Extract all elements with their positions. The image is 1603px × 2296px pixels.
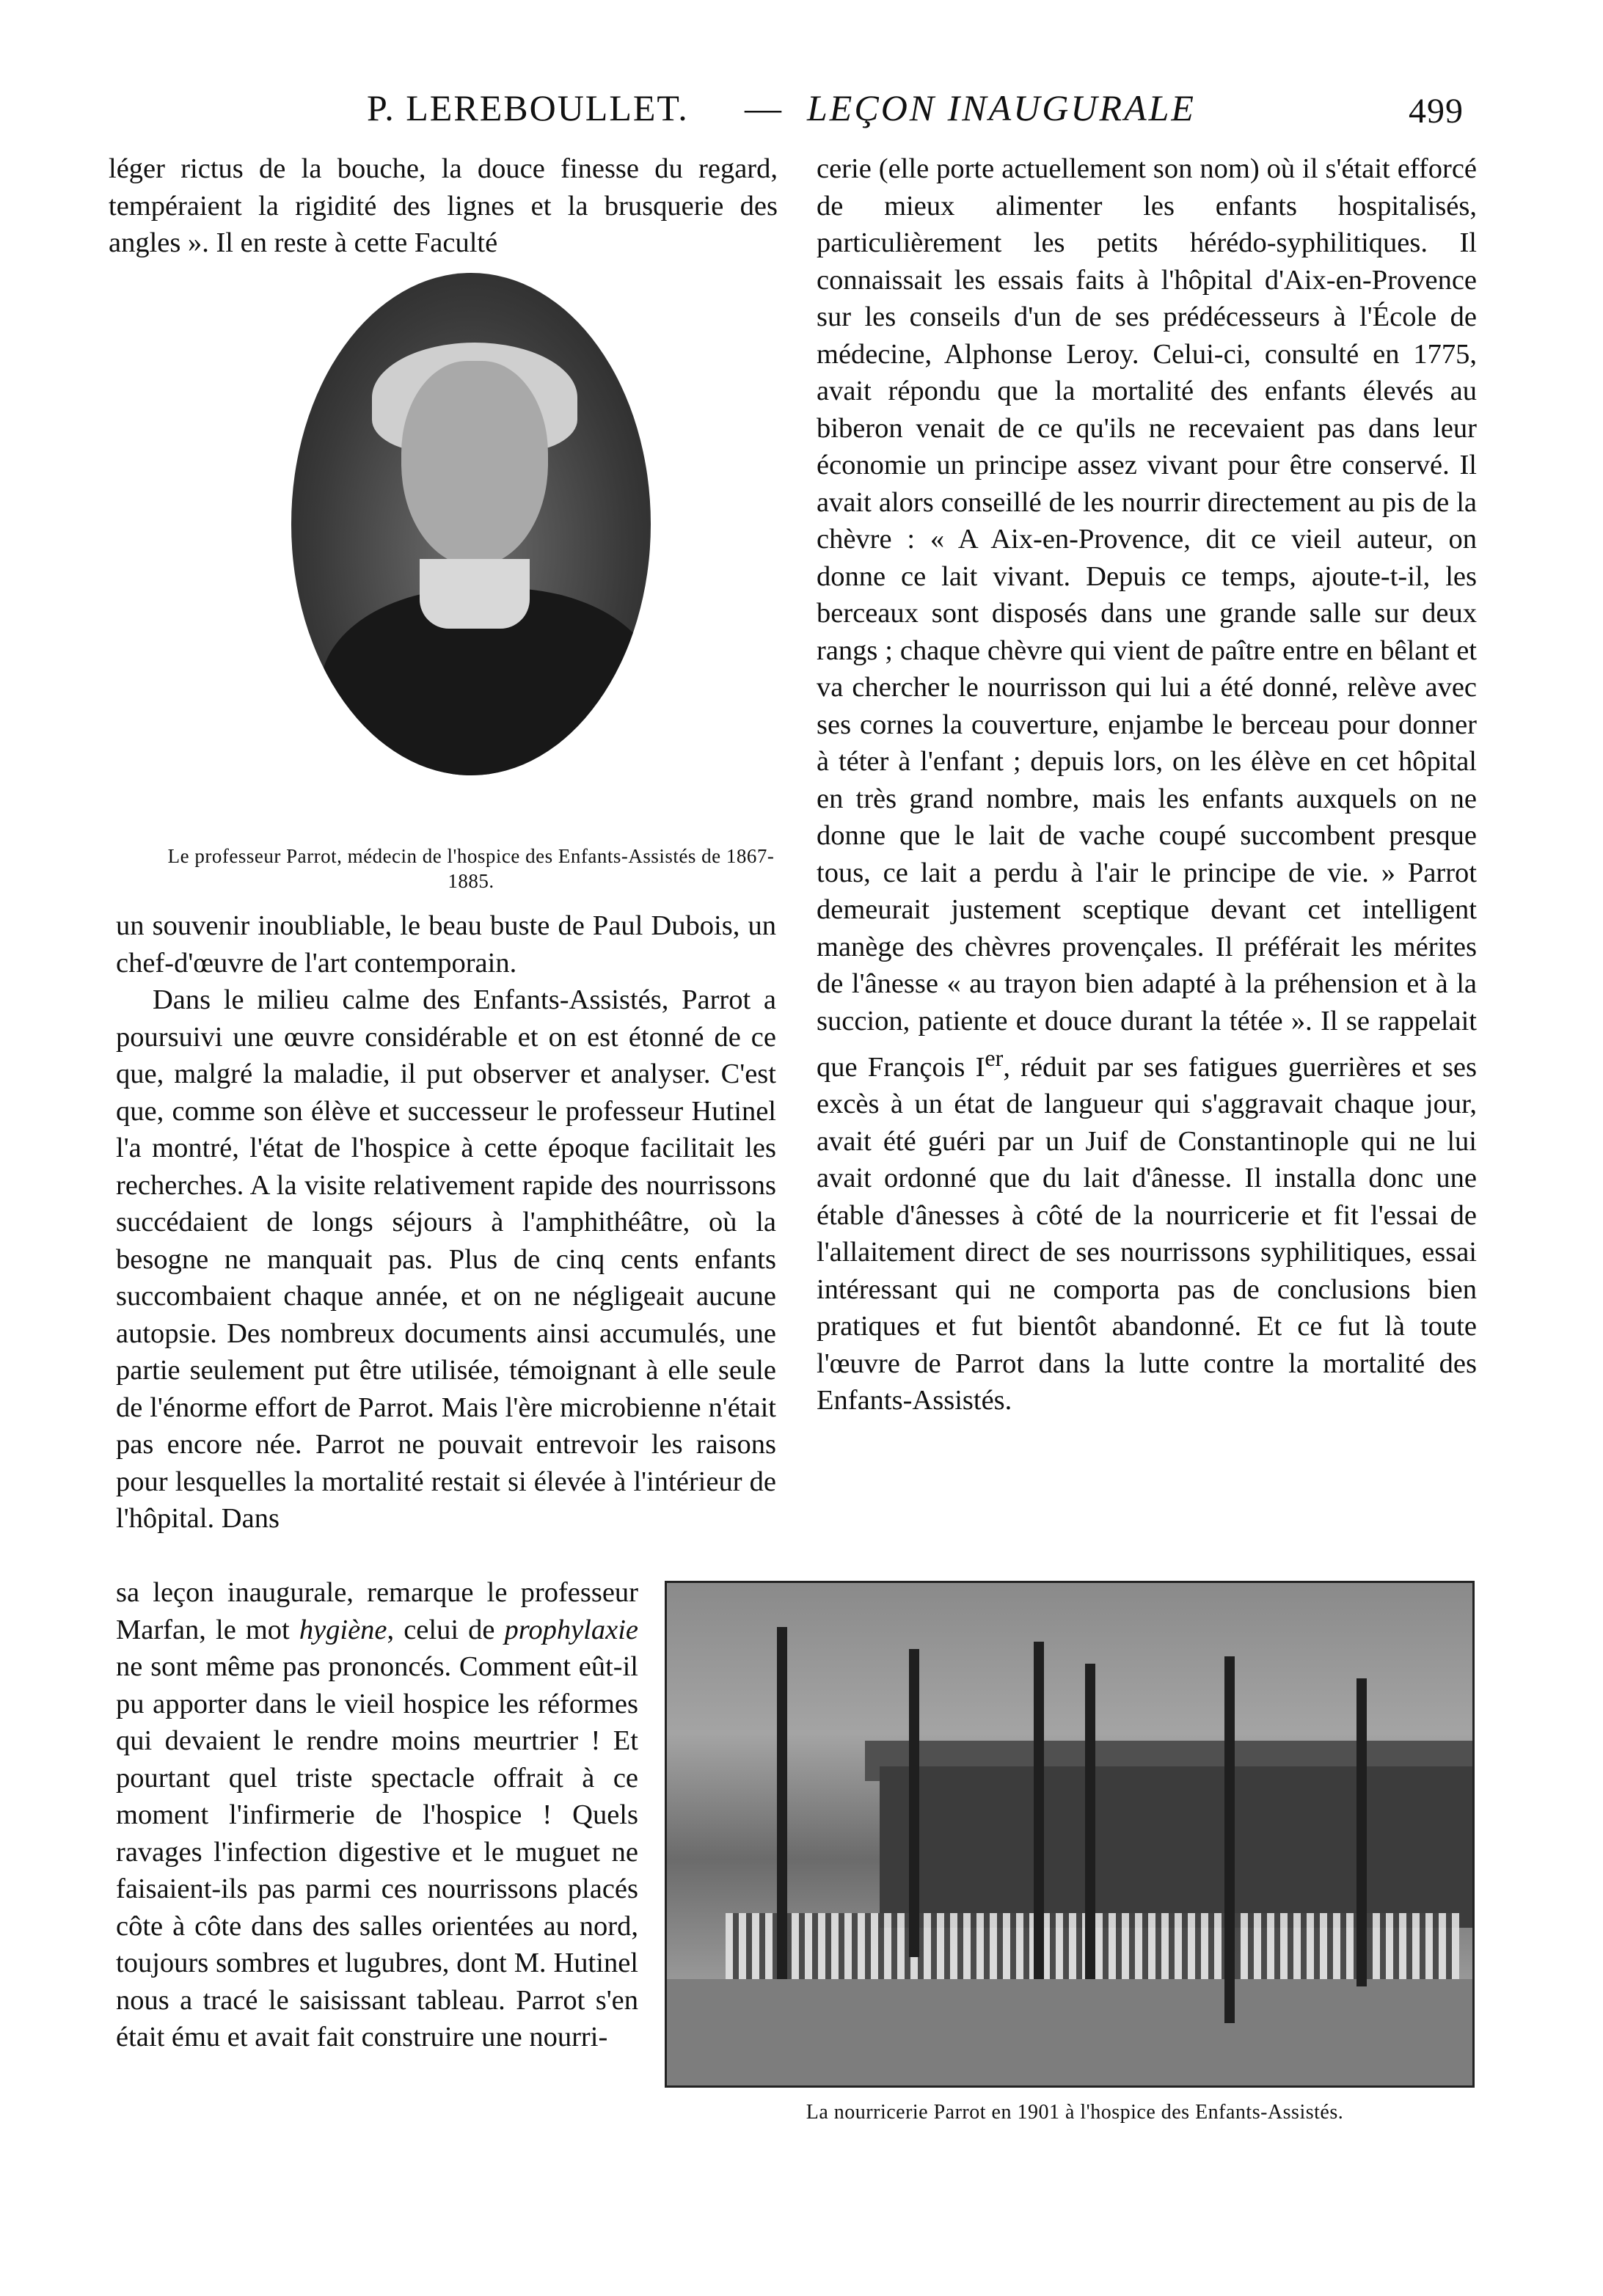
- photo-tree: [777, 1627, 787, 1979]
- word-prophylaxie: prophylaxie: [504, 1614, 638, 1645]
- left-wrap-paragraph: [116, 1574, 638, 2056]
- photo-building: [880, 1766, 1474, 1928]
- portrait-collar: [420, 559, 530, 629]
- photo-tree: [1034, 1642, 1044, 1979]
- right-text-1: cerie (elle porte actuellement son nom) où il s'était efforcé de mieux alimenter les enfants hospitalisés, particulièrement les petits hérédo-syphilitiques. Il connaissait les essais faits à l'hôpital d'Aix-en-Provence sur les conseils d'un de ses prédécesseurs à l'École de médecine, Alphonse Leroy. Celui-ci, consulté en 1775, avait répondu que la mortalité des enfants élevés au biberon venait de ce qu'ils ne recevaient pas dans leur économie un principe assez vivant pour être conservé. Il avait alors conseillé de les nourrir directement au pis de la chèvre : « A Aix-en-Provence, dit ce vieil auteur, on donne ce lait vivant. Depuis ce temps, ajoute-t-il, les berceaux sont disposés dans une grande salle sur deux rangs ; chaque chèvre qui vient de paître entre en bêlant et va chercher le nourrisson qui lui a été donné, relève avec ses cornes la couverture, enjambe le berceau pour donner à téter à l'enfant ; depuis lors, on les élève en cet hôpital en très grand nombre, mais les enfants auxquels on ne donne que le lait de vache coupé succombent presque tous, ce lait a perdu à l'air le principe de vie. » Parrot demeurait justement sceptique devant cet intelligent manège des chèvres provençales. Il préférait les mérites de l'ânesse « au trayon bien adapté à la préhension et à la succion, patiente et douce durant la tétée ». Il se rappelait que François I: [817, 153, 1477, 1083]
- right-paragraph: [817, 150, 1477, 1419]
- left-top-paragraph: léger rictus de la bouche, la douce finesse du regard, tempéraient la rigidité des lignes et la brusquerie des angles ». Il en reste à cette Faculté: [109, 153, 778, 258]
- photo-caption: La nourricerie Parrot en 1901 à l'hospice des Enfants-Assistés.: [806, 2101, 1344, 2124]
- header-author: P. LEREBOULLET.: [367, 87, 689, 128]
- portrait-face: [401, 361, 548, 566]
- right-text-2: , réduit par ses fatigues guerrières et ses excès à un état de langueur qui s'aggravait chaque jour, avait été guéri par un Juif de Constantinople qui ne lui avait ordonné que du lait d'ânesse. Il installa donc une étable d'ânesses à côté de la nourricerie et fit l'essai de l'allaitement direct de ses nourrissons syphilitiques, essai intéressant qui ne comporta pas de conclusions bien pratiques et fut bientôt abandonné. Et ce fut là toute l'œuvre de Parrot dans la lutte contre la mortalité des Enfants-Assistés.: [817, 1051, 1477, 1416]
- left-mid-paragraph-2: Dans le milieu calme des Enfants-Assistés, Parrot a poursuivi une œuvre considérable et on est étonné de ce que, malgré la maladie, il put observer et analyser. C'est que, comme son élève et successeur le professeur Hutinel l'a montré, l'état de l'hospice à cette époque facilitait les recherches. A la visite relativement rapide des nourrissons succédaient de longs séjours à l'amphithéâtre, où la besogne ne manquait pas. Plus de cinq cents enfants succombaient chaque année, et on ne négligeait aucune autopsie. Des nombreux documents ainsi accumulés, une partie seulement put être utilisée, témoignant à elle seule de l'énorme effort de Parrot. Mais l'ère microbienne n'était pas encore née. Parrot ne pouvait entrevoir les raisons pour lesquelles la mortalité restait si élevée à l'intérieur de l'hôpital. Dans: [116, 984, 776, 1534]
- nourricerie-photo-image: [665, 1581, 1475, 2088]
- wrap-text-1: sa leçon inaugurale, remarque le professeur Marfan, le mot: [116, 1577, 638, 1645]
- photo-tree: [1085, 1664, 1095, 1979]
- word-hygiene: hygiène: [299, 1614, 387, 1645]
- portrait-parrot-image: [291, 273, 651, 775]
- left-column-top: [109, 150, 778, 262]
- portrait-caption: Le professeur Parrot, médecin de l'hospice des Enfants-Assistés de 1867-1885.: [167, 845, 775, 892]
- header-dash: —: [745, 87, 783, 128]
- running-header: [367, 87, 1467, 145]
- wrap-text-3: ne sont même pas prononcés. Comment eût-il pu apporter dans le vieil hospice les réformes qui devaient le rendre moins meurtrier ! Et pourtant quel triste spectacle offrait à ce moment l'infirmerie de l'hospice ! Quels ravages l'infection digestive et le muguet ne faisaient-ils pas parmi ces nourrissons placés côte à côte dans des salles orientées au nord, toujours sombres et lugubres, dont M. Hutinel nous a tracé le saisissant tableau. Parrot s'en était ému et avait fait construire une nourri-: [116, 1651, 638, 2052]
- wrap-text-2: , celui de: [387, 1614, 505, 1645]
- photo-tree: [909, 1649, 919, 1957]
- photo-tree: [1224, 1656, 1235, 2023]
- photo-courtyard: [667, 1979, 1472, 2085]
- ordinal-superscript: er: [985, 1045, 1004, 1071]
- left-mid-paragraph-1: un souvenir inoubliable, le beau buste de Paul Dubois, un chef-d'œuvre de l'art contemporain.: [116, 910, 776, 979]
- right-column: [817, 150, 1477, 1419]
- page-number: 499: [1409, 92, 1464, 131]
- left-column-wrap: [116, 1574, 638, 2056]
- header-title: LEÇON INAUGURALE: [807, 87, 1196, 128]
- left-column-middle: [116, 907, 776, 1538]
- photo-tree: [1356, 1678, 1367, 1986]
